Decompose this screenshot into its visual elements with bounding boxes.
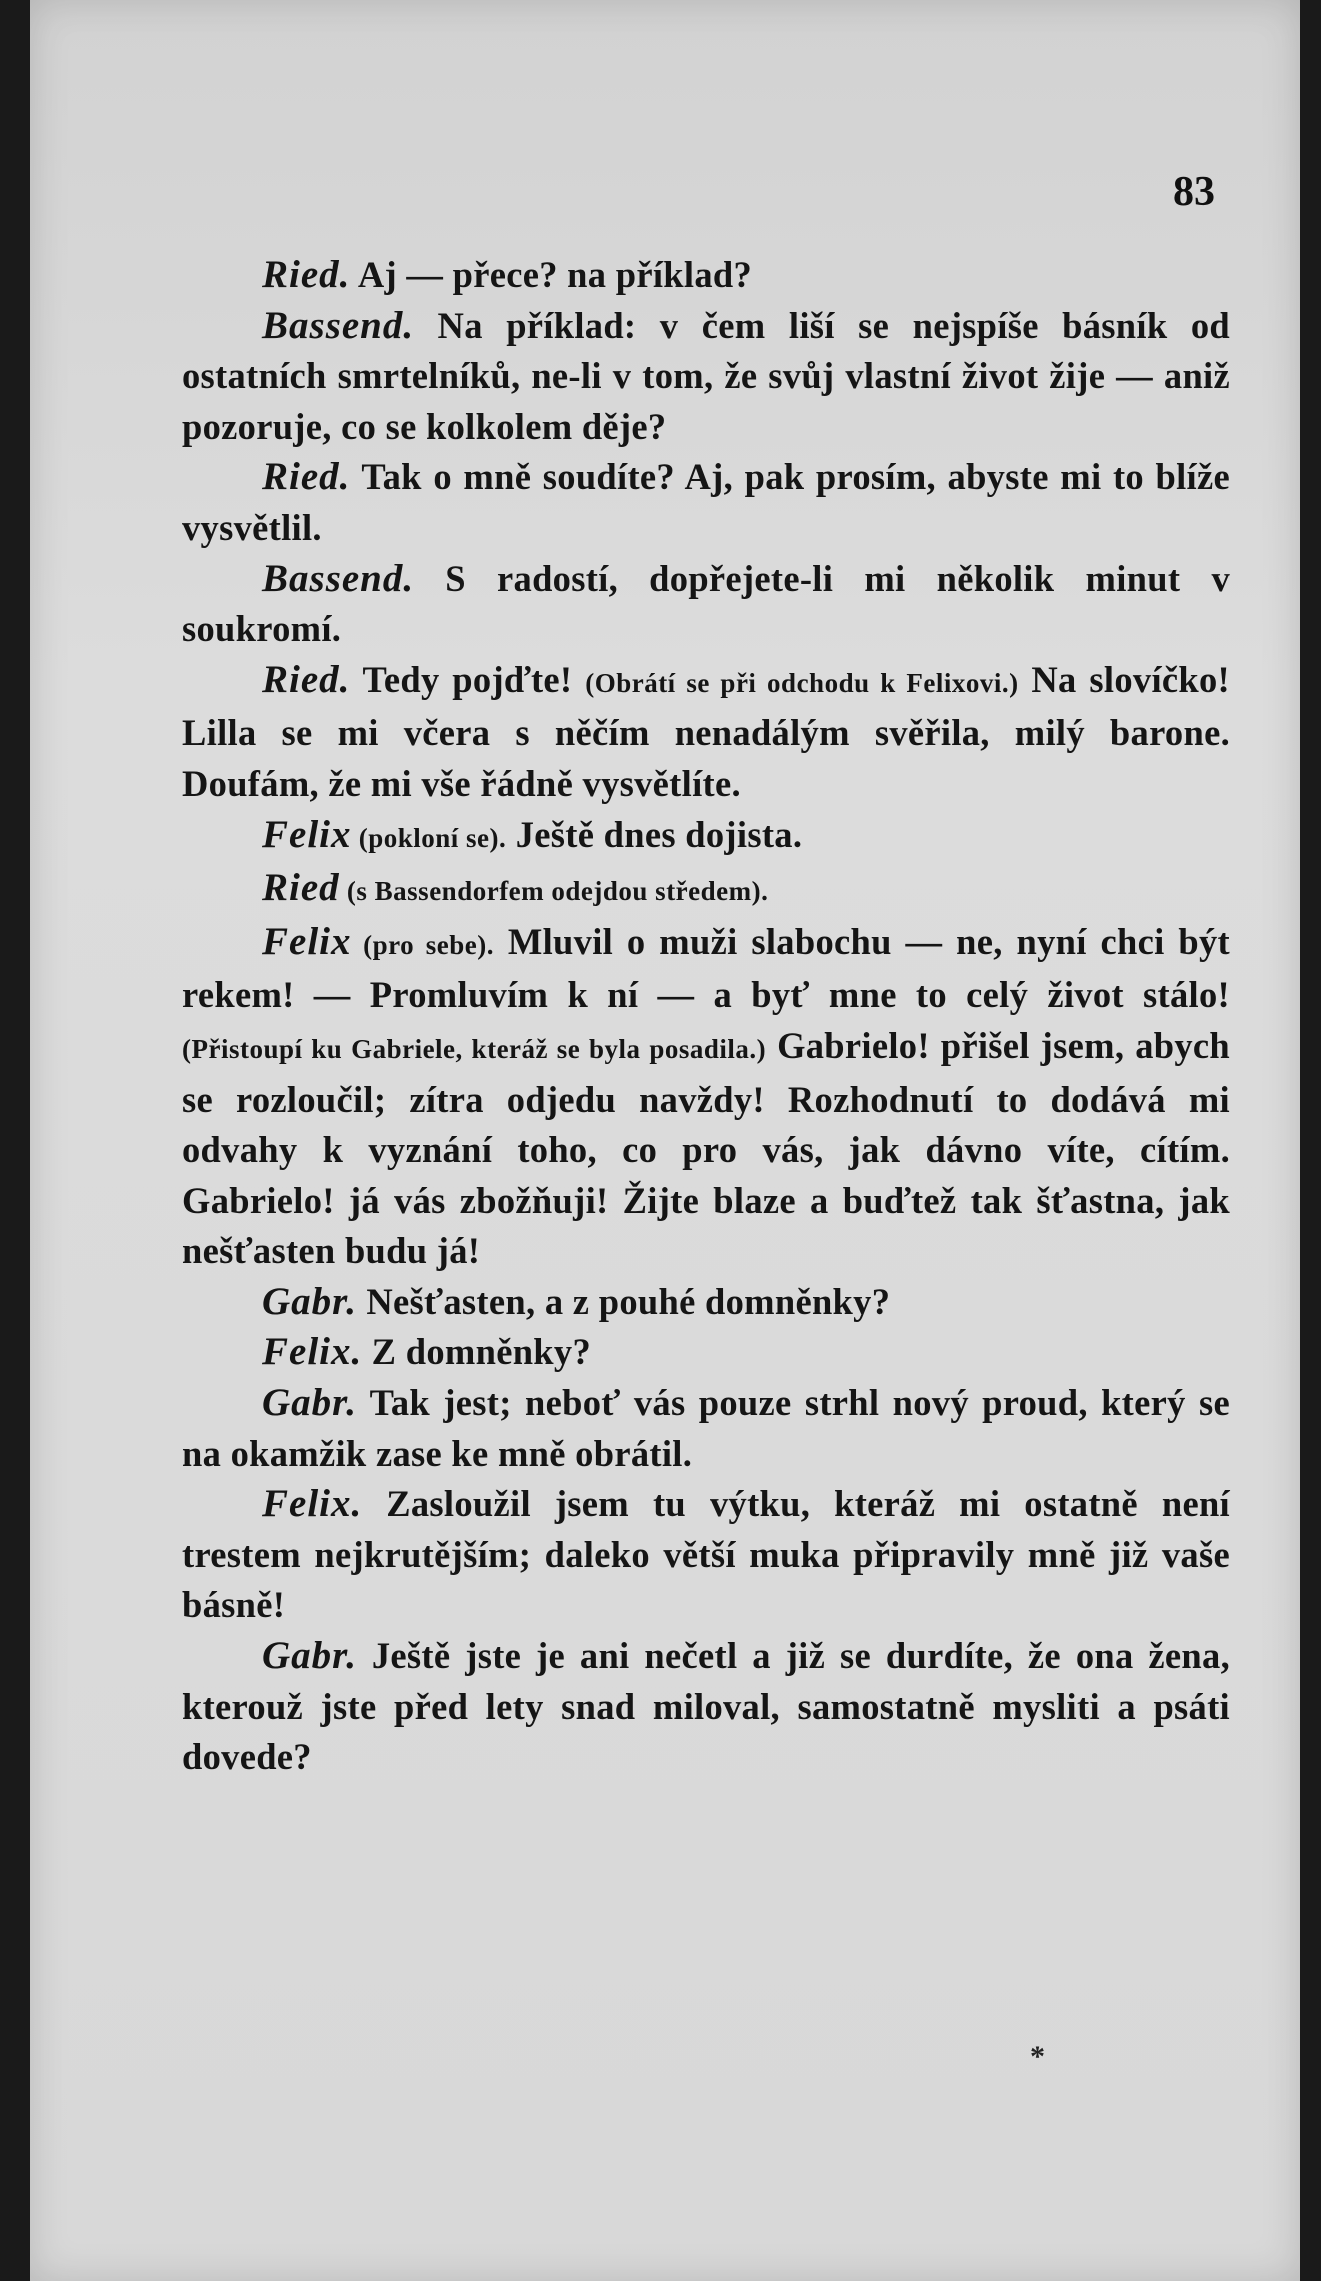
dialogue-text: Na příklad: v čem liší se nejspíše básník od ostatních smrtelníků, ne-li v tom, že svůj vlastní život žije — aniž pozoruje, co se kolkolem děje? [182,304,1230,447]
paragraph [182,1479,1230,1631]
paragraph [182,1378,1230,1479]
dialogue-text: Mluvil o muži slabochu — ne, nyní chci být rekem! — Promluvím k ní — a byť mne to celý život stálo! [182,920,1230,1016]
speaker-name: Ried [262,866,340,910]
paragraph [182,452,1230,553]
dialogue-text: Zasloužil jsem tu výtku, kteráž mi ostatně není trestem nejkrutějším; daleko větší muka připravily mně již vaše básně! [182,1483,1230,1626]
page-number: 83 [1173,169,1215,215]
paragraph [182,250,1230,301]
book-page [30,0,1300,2281]
speaker-name: Felix [262,919,352,963]
dialogue-text: Ještě jste je ani nečetl a již se durdíte, že ona žena, kterouž jste před lety snad miloval, samostatně mysliti a psáti dovede? [182,1635,1230,1778]
paragraph [182,810,1230,864]
speaker-name: Ried. [262,657,351,701]
stage-direction: (Obrátí se při odchodu k Felixovi.) [585,667,1019,698]
stage-direction: (s Bassendorfem odejdou středem). [339,876,769,907]
paragraph [182,655,1230,810]
dialogue-text: Na slovíčko! Lilla se mi včera s něčím nenadálým svěřila, milý barone. Doufám, že mi vše řádně vysvětlíte. [182,658,1230,804]
dialogue-text: Nešťasten, a z pouhé domněnky? [356,1280,891,1322]
dialogue-text: Aj — přece? na příklad? [350,254,753,295]
speaker-name: Felix. [262,1330,363,1374]
speaker-name: Felix. [262,1482,363,1526]
paragraph [182,1631,1230,1783]
speaker-name: Ried. [262,455,351,499]
paragraph [182,301,1230,453]
stage-direction: (pro sebe). [351,929,495,960]
dialogue-text: Gabrielo! přišel jsem, abych se rozloučil; zítra odjedu navždy! Rozhodnutí to dodává mi odvahy k vyznání toho, co pro vás, jak dávno víte, cítím. Gabrielo! já vás zbožňuji! Žijte blaze a buďtež tak šťastna, jak nešťasten budu já! [182,1024,1230,1272]
speaker-name: Bassend. [262,303,415,347]
signature-mark: * [1030,2040,1045,2073]
stage-direction: (Přistoupí ku Gabriele, kteráž se byla posadila.) [182,1033,767,1064]
page-text [182,250,1230,1783]
dialogue-text: Tedy pojďte! [350,658,586,700]
paragraph [182,1327,1230,1378]
speaker-name: Gabr. [262,1381,357,1425]
paragraph [182,1277,1230,1328]
paragraph [182,917,1230,1277]
speaker-name: Bassend. [262,556,415,600]
dialogue-text: Ještě dnes dojista. [506,813,803,855]
dialogue-text: S radostí, dopřejete-li mi několik minut v soukromí. [182,557,1230,650]
dialogue-text: Tak o mně soudíte? Aj, pak prosím, abyste mi to blíže vysvětlil. [182,456,1230,548]
dialogue-text: Z domněnky? [362,1331,591,1373]
stage-direction: (pokloní se). [351,822,507,853]
paragraph [182,554,1230,655]
paragraph [182,863,1230,917]
speaker-name: Felix [262,812,352,856]
speaker-name: Gabr. [262,1279,357,1323]
dialogue-text: Tak jest; neboť vás pouze strhl nový proud, který se na okamžik zase ke mně obrátil. [182,1382,1230,1474]
speaker-name: Gabr. [262,1634,357,1678]
speaker-name: Ried. [262,253,351,296]
